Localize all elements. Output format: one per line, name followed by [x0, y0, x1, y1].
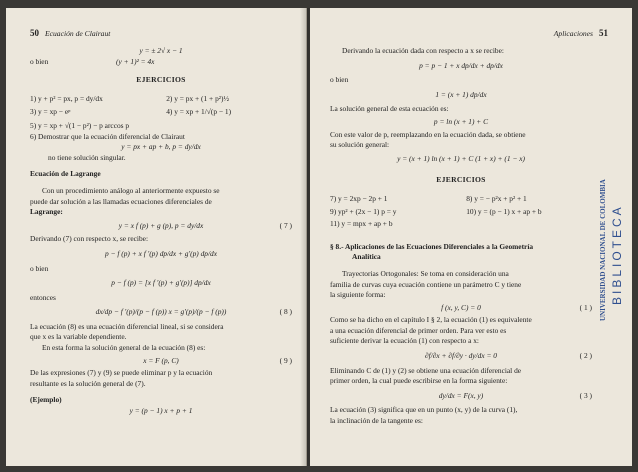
numbered-equation — [30, 221, 292, 232]
equation-number: ( 7 ) — [279, 220, 292, 230]
exercise-item: 7) y = 2xp − 2p + 1 — [330, 193, 388, 203]
text-line: Trayectorias Ortogonales: Se toma en consideración una — [342, 268, 509, 278]
left-page — [6, 8, 307, 466]
stamp-text-university: UNIVERSIDAD NACIONAL DE COLOMBIA — [599, 179, 607, 321]
equation: y = ± 2√ x − 1 — [139, 46, 183, 55]
text-line: La ecuación (3) significa que en un punto (x, y) de la curva (1), — [330, 405, 518, 415]
text-line: no tiene solución singular. — [48, 152, 126, 162]
exercise-item: 6) Demostrar que la ecuación diferencial de Clairaut — [30, 131, 185, 141]
numbered-equation — [30, 307, 292, 318]
text-line: suficiente derivar la ecuación (1) con respecto a x: — [330, 336, 479, 346]
exercise-item: 1) y + p² = px, p = dy/dx — [30, 93, 103, 103]
text-line: Con un procedimiento análogo al anteriormente expuesto se — [42, 185, 220, 195]
right-running-title: Aplicaciones — [553, 29, 593, 38]
text-line: En esta forma la solución general de la ecuación (8) es: — [42, 343, 206, 353]
equation: y = px + ap + b, p = dy/dx — [121, 142, 201, 152]
right-page — [310, 8, 632, 466]
equation-number: ( 9 ) — [279, 355, 292, 365]
equation: y = (p − 1) x + p + 1 — [129, 406, 193, 416]
text-line: Derivando (7) con respecto x, se recibe: — [30, 234, 148, 244]
equation-number: ( 2 ) — [579, 351, 592, 361]
section-title: § 8.- Aplicaciones de las Ecuaciones Diferenciales a la Geometría — [330, 241, 534, 251]
right-page-number: 51 — [599, 28, 608, 38]
equation: x = F (p, C) — [143, 355, 179, 365]
left-running-title: Ecuación de Clairaut — [45, 29, 111, 38]
equation: p − f (p) + x f ′(p) dp/dx + g′(p) dp/dx — [105, 248, 217, 258]
left-page-number: 50 — [30, 28, 39, 38]
exercise-row — [30, 94, 292, 105]
text-line: entonces — [30, 292, 56, 302]
right-page-header — [554, 28, 608, 40]
left-page-header — [30, 28, 110, 40]
equation-number: ( 3 ) — [579, 390, 592, 400]
equation: ∂f/∂x + ∂f/∂y · dy/dx = 0 — [425, 351, 497, 361]
exercises-heading: EJERCICIOS — [136, 75, 186, 85]
exercise-row — [330, 194, 592, 205]
text-line: La solución general de esta ecuación es: — [330, 104, 449, 114]
exercise-item: 11) y = mpx + ap + b — [330, 219, 393, 229]
text-line: De las expresiones (7) y (9) se puede eliminar p y la ecuación — [30, 368, 213, 378]
equation: dx/dp − f ′(p)/(p − f (p)) x = g′(p)/(p − f (p)) — [95, 307, 227, 317]
text-line: a una ecuación diferencial de primer orden. Para ver esto es — [330, 325, 507, 335]
text-line: o bien — [30, 263, 49, 273]
exercise-item: 4) y = xp + 1/√(p − 1) — [166, 107, 232, 117]
text-line: Eliminando C de (1) y (2) se obtiene una ecuación diferencial de — [330, 365, 522, 375]
text-line: o bien — [330, 75, 349, 85]
exercise-row — [30, 107, 292, 118]
equation-row — [30, 57, 292, 68]
text-line: Derivando la ecuación dada con respecto a x se recibe: — [342, 46, 504, 55]
equation: y = x f (p) + g (p), p = dy/dx — [118, 220, 204, 230]
text-line: Lagrange: — [30, 207, 63, 217]
equation: p − f (p) = [x f ′(p) + g′(p)] dp/dx — [111, 278, 211, 288]
text-label: o bien — [30, 56, 49, 66]
library-stamp-graphic — [592, 173, 628, 323]
text-line: resultante es la solución general de (7). — [30, 378, 146, 388]
stamp-text-library: BIBLIOTECA — [610, 204, 624, 305]
exercise-item: 5) y = xp + √(1 − p²) − p arccos p — [30, 120, 130, 130]
equation: p = ln (x + 1) + C — [433, 116, 489, 126]
text-line: Con este valor de p, reemplazando en la ecuación dada, se obtiene — [330, 129, 526, 139]
equation: f (x, y, C) = 0 — [441, 302, 481, 312]
text-line: puede dar solución a las llamadas ecuaciones diferenciales de — [30, 196, 212, 206]
text-line: su solución general: — [330, 140, 390, 150]
library-stamp — [592, 173, 628, 323]
numbered-equation — [330, 303, 592, 314]
numbered-equation — [30, 356, 292, 367]
numbered-equation — [330, 391, 592, 402]
text-line: que x es la variable dependiente. — [30, 332, 127, 342]
exercise-item: 3) y = xp − eᵖ — [30, 107, 71, 117]
text-line: primer orden, la cual puede escribirse en la forma siguiente: — [330, 376, 508, 386]
equation: y = (x + 1) ln (x + 1) + C (1 + x) + (1 − x) — [397, 153, 525, 163]
exercise-item: 9) yp² + (2x − 1) p = y — [330, 206, 397, 216]
example-label: (Ejemplo) — [30, 395, 62, 405]
exercise-row — [330, 207, 592, 218]
exercise-item: 8) y = − p²x + p² + 1 — [466, 193, 527, 203]
equation: p = p − 1 + x dp/dx + dp/dx — [419, 60, 503, 70]
exercises-heading: EJERCICIOS — [436, 175, 486, 185]
equation: 1 = (x + 1) dp/dx — [435, 89, 487, 99]
section-title-continued: Analítica — [352, 252, 381, 262]
equation-number: ( 1 ) — [579, 302, 592, 312]
text-line: La ecuación (8) es una ecuación diferencial lineal, si se considera — [30, 321, 224, 331]
equation: (y + 1)² = 4x — [116, 56, 155, 66]
equation: dy/dx = F(x, y) — [438, 390, 484, 400]
text-line: Como se ha dicho en el capítulo I § 2, la ecuación (1) es equivalente — [330, 315, 532, 325]
text-line: familia de curvas cuya ecuación contiene un parámetro C y tiene — [330, 279, 522, 289]
text-line: la siguiente forma: — [330, 290, 386, 300]
section-title: Ecuación de Lagrange — [30, 169, 101, 179]
exercise-item: 10) y = (p − 1) x + ap + b — [466, 206, 542, 216]
numbered-equation — [330, 351, 592, 362]
equation-number: ( 8 ) — [279, 307, 292, 317]
text-line: la inclinación de la tangente es: — [330, 416, 423, 426]
exercise-item: 2) y = px + (1 + p²)½ — [166, 93, 229, 103]
